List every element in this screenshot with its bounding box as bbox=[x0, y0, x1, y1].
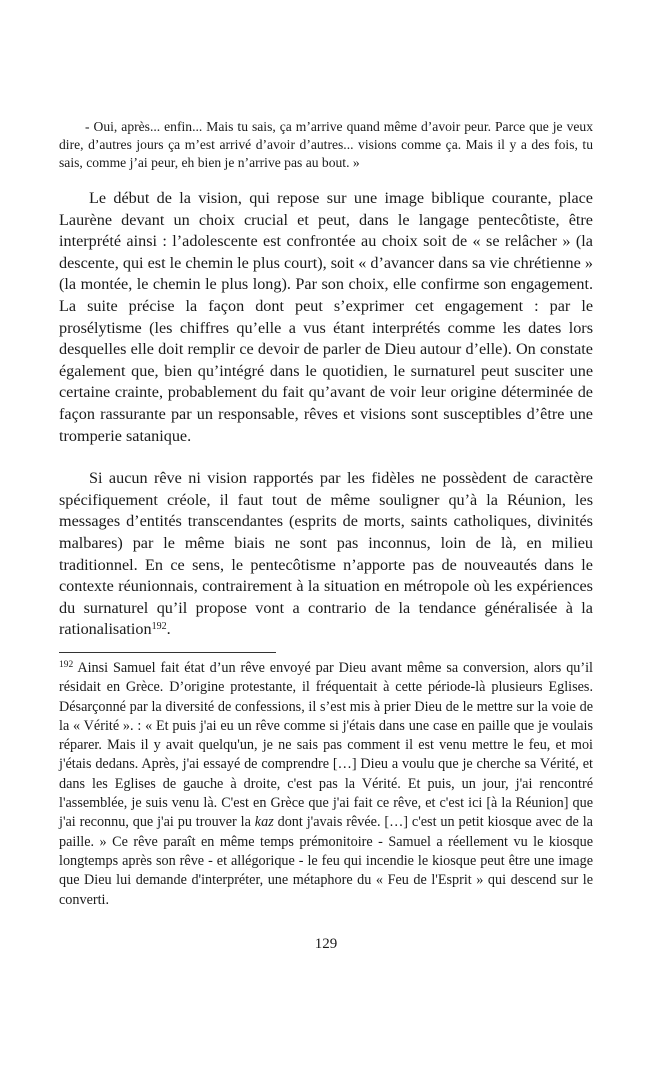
paragraph-2-text: Si aucun rêve ni vision rapportés par les fidèles ne possèdent de caractère spécifiquement créole, il faut tout de même souligner qu’à la Réunion, les messages d’entités transcendantes (esprits de morts, saints catholiques, divinités malbares) par le même biais ne sont pas inconnus, loin de là, en milieu traditionnel. En ce sens, le pentecôtisme n’apporte pas de nouveautés dans le contexte réunionnais, contrairement à la situation en métropole où les expériences du surnaturel qu’il propose vont a contrario de la tendance généralisée à la rationalisation bbox=[59, 469, 593, 639]
quote-text: - Oui, après... enfin... Mais tu sais, ça m’arrive quand même d’avoir peur. Parce que je veux dire, d’autres jours ça m’est arrivé d’avoir d’autres... visions comme ça. Mais il y a des fois, tu sais, comme j’ai peur, eh bien je n’arrive pas au bout. » bbox=[59, 119, 593, 170]
paragraph-1: Le début de la vision, qui repose sur une image biblique courante, place Laurène devant un choix crucial et peut, dans le langage pentecôtiste, être interprété ainsi : l’adolescente est confrontée au choix soit de « se relâcher » (la descente, qui est le chemin le plus court), soit « d’avancer dans sa vie chrétienne » (la montée, le chemin le plus long). Par son choix, elle confirme son engagement. La suite précise la façon dont peut s’exprimer cet engagement : par le prosélytisme (les chiffres qu’elle a vus étant interprétés comme les dates lors desquelles elle doit remplir ce devoir de parler de Dieu autour d’elle). On constate également que, bien qu’intégré dans le quotidien, le surnaturel peut susciter une certaine crainte, probablement du fait qu’avant de voir leur origine déterminée de façon rassurante par un responsable, rêves et visions sont susceptibles d’être une tromperie satanique. bbox=[59, 189, 593, 445]
body-text bbox=[59, 188, 593, 641]
interview-quote bbox=[59, 118, 593, 172]
page-number: 129 bbox=[314, 936, 338, 952]
paragraph-2-end: . bbox=[166, 620, 171, 639]
footnote-separator bbox=[59, 652, 276, 653]
footnote-text-part-1: Ainsi Samuel fait état d’un rêve envoyé par Dieu avant même sa conversion, alors qu’il résidait en Grèce. D’origine protestante, il fréquentait à cette période-là plusieurs Eglises. Désarçonné par la diversité de confessions, il s’est mis à prier Dieu de le mettre sur la voie de la « Vérité ». : « Et puis j'ai eu un rêve comme si j'étais dans une case en paille que je voulais réparer. Mais il y avait quelqu'un, je ne sais pas comment il est venu mettre le feu, et moi j'étais dedans. Après, j'ai essayé de comprendre […] Dieu a voulu que je cherche sa Vérité, et dans les Eglises de gauche à droite, c'est pas la Vérité. Et puis, un jour, j'ai rencontré l'assemblée, je suis venu là. C'est en Grèce que j'ai fait ce rêve, et c'est ici [à la Réunion] que j'ai reconnu, que j'ai pu trouver la bbox=[59, 660, 593, 831]
footnote-text-part-2: dont j'avais rêvée. […] c'est un petit kiosque avec de la paille. » Ce rêve paraît en même temps prémonitoire - Samuel a réellement vu le kiosque longtemps après son rêve - et allégorique - le feu qui incendie le kiosque peut être une image que Dieu lui demande d'interpréter, une métaphore du « Feu de l'Esprit » qui descend sur le converti. bbox=[59, 814, 593, 908]
footnote-reference[interactable]: 192 bbox=[151, 621, 167, 633]
footnote-text bbox=[59, 659, 593, 910]
paragraph-2 bbox=[59, 468, 593, 641]
footnote-number: 192 bbox=[59, 660, 74, 670]
footnote-192 bbox=[59, 659, 593, 910]
footnote-italic-term: kaz bbox=[254, 814, 274, 831]
